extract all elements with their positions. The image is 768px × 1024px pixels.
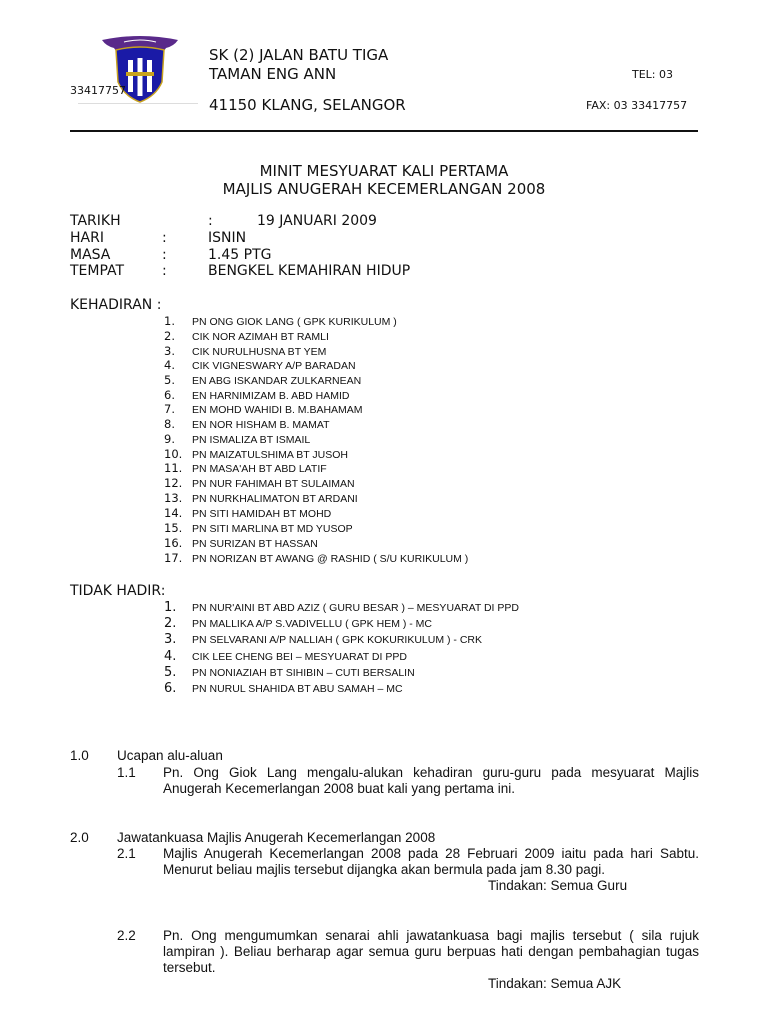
list-item: 10. PN MAIZATULSHIMA BT JUSOH: [164, 447, 348, 461]
section-1-number: 1.0: [70, 748, 89, 763]
date-label: TARIKH: [70, 213, 121, 229]
time-value: 1.45 PTG: [208, 247, 272, 263]
date-value: 19 JANUARI 2009: [257, 213, 377, 229]
item-1-1-number: 1.1: [117, 765, 136, 780]
list-item: 9. PN ISMALIZA BT ISMAIL: [164, 432, 311, 446]
section-1-title: Ucapan alu-aluan: [117, 748, 223, 763]
list-item: 4. CIK LEE CHENG BEI – MESYUARAT DI PPD: [164, 649, 407, 664]
document-title-line2: MAJLIS ANUGERAH KECEMERLANGAN 2008: [222, 180, 546, 198]
venue-value: BENGKEL KEMAHIRAN HIDUP: [208, 263, 411, 279]
day-separator: :: [162, 230, 167, 246]
venue-separator: :: [162, 263, 167, 279]
list-item: 6. EN HARNIMIZAM B. ABD HAMID: [164, 388, 350, 402]
telephone-label: TEL: 03: [632, 68, 673, 81]
item-2-1-text: Majlis Anugerah Kecemerlangan 2008 pada 28 Februari 2009 iaitu pada hari Sabtu. Menurut beliau majlis tersebut dijangka akan bermula pada jam 8.30 pagi.: [163, 846, 699, 877]
school-address: 41150 KLANG, SELANGOR: [209, 96, 406, 114]
header-divider: [70, 130, 698, 132]
item-2-2-text: Pn. Ong mengumumkan senarai ahli jawatankuasa bagi majlis tersebut ( sila rujuk lampiran ). Beliau berharap agar semua guru berpuas hati dengan pembahagian tugas tersebut.: [163, 928, 699, 975]
item-2-1-number: 2.1: [117, 846, 136, 861]
list-item: 4. CIK VIGNESWARY A/P BARADAN: [164, 358, 356, 372]
list-item: 1. PN ONG GIOK LANG ( GPK KURIKULUM ): [164, 314, 397, 328]
telephone-number: 33417757: [70, 84, 126, 97]
list-item: 14. PN SITI HAMIDAH BT MOHD: [164, 506, 332, 520]
list-item: 3. CIK NURULHUSNA BT YEM: [164, 344, 327, 358]
list-item: 5. PN NONIAZIAH BT SIHIBIN – CUTI BERSALIN: [164, 665, 415, 680]
list-item: 6. PN NURUL SHAHIDA BT ABU SAMAH – MC: [164, 681, 403, 696]
attendance-heading: KEHADIRAN :: [70, 297, 162, 313]
day-label: HARI: [70, 230, 104, 246]
list-item: 12. PN NUR FAHIMAH BT SULAIMAN: [164, 476, 355, 490]
list-item: 8. EN NOR HISHAM B. MAMAT: [164, 417, 330, 431]
section-2-number: 2.0: [70, 830, 89, 845]
list-item: 7. EN MOHD WAHIDI B. M.BAHAMAM: [164, 402, 363, 416]
document-title-line1: MINIT MESYUARAT KALI PERTAMA: [259, 162, 509, 180]
list-item: 3. PN SELVARANI A/P NALLIAH ( GPK KOKURIKULUM ) - CRK: [164, 632, 482, 647]
header-underline: [78, 103, 198, 104]
list-item: 15. PN SITI MARLINA BT MD YUSOP: [164, 521, 353, 535]
list-item: 1. PN NUR'AINI BT ABD AZIZ ( GURU BESAR ) – MESYUARAT DI PPD: [164, 600, 519, 615]
item-2-2-action: Tindakan: Semua AJK: [488, 976, 622, 991]
absent-heading: TIDAK HADIR:: [70, 583, 166, 599]
time-label: MASA: [70, 247, 111, 263]
school-name-line2: TAMAN ENG ANN: [209, 65, 337, 83]
list-item: 5. EN ABG ISKANDAR ZULKARNEAN: [164, 373, 362, 387]
list-item: 2. CIK NOR AZIMAH BT RAMLI: [164, 329, 329, 343]
list-item: 13. PN NURKHALIMATON BT ARDANI: [164, 491, 358, 505]
venue-label: TEMPAT: [70, 263, 125, 279]
time-separator: :: [162, 247, 167, 263]
list-item: 2. PN MALLIKA A/P S.VADIVELLU ( GPK HEM ) - MC: [164, 616, 433, 631]
item-2-1-action: Tindakan: Semua Guru: [488, 878, 628, 893]
list-item: 16. PN SURIZAN BT HASSAN: [164, 536, 318, 550]
item-1-1-text: Pn. Ong Giok Lang mengalu-alukan kehadiran guru-guru pada mesyuarat Majlis Anugerah Kecemerlangan 2008 buat kali yang pertama ini.: [163, 765, 699, 796]
list-item: 17. PN NORIZAN BT AWANG @ RASHID ( S/U KURIKULUM ): [164, 551, 469, 565]
list-item: 11. PN MASA'AH BT ABD LATIF: [164, 461, 327, 475]
day-value: ISNIN: [208, 230, 247, 246]
school-name-line1: SK (2) JALAN BATU TIGA: [209, 46, 389, 64]
date-separator: :: [208, 213, 213, 229]
fax-number: FAX: 03 33417757: [586, 99, 688, 112]
section-2-title: Jawatankuasa Majlis Anugerah Kecemerlangan 2008: [117, 830, 436, 845]
item-2-2-number: 2.2: [117, 928, 136, 943]
